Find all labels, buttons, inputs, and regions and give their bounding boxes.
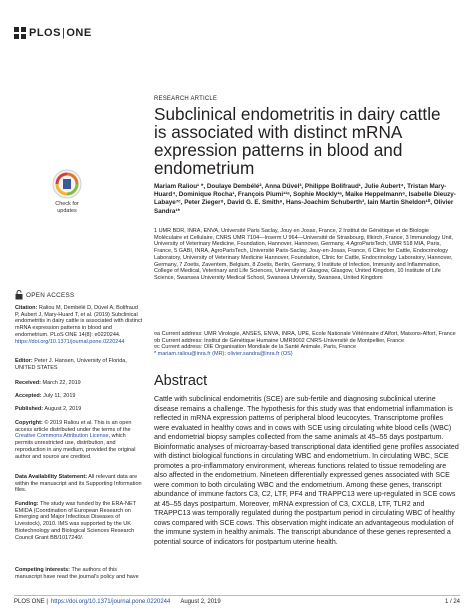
page-footer [14, 599, 460, 605]
accepted-block [15, 393, 143, 400]
current-addresses [154, 331, 458, 358]
check-updates-line1: Check for [55, 201, 79, 207]
published-label: Published: [15, 406, 44, 412]
footer-journal: PLOS ONE | [14, 599, 48, 605]
check-updates-line2: updates [57, 207, 77, 214]
footer-page-number: 1 / 24 [444, 599, 460, 605]
received-label: Received: [15, 380, 41, 386]
citation-text: Raliou M, Dembélé D, Düvel A, Bolifraud P, Aubert J, Mary-Huard T, et al. (2019) Subclinical endometritis in dairy cattle is associated with distinct mRNA expression patterns in blood and endometrium. PLoS ONE 14(8): e0220244. [15, 305, 143, 338]
footer-doi-link[interactable]: https://doi.org/10.1371/journal.pone.0220244 [50, 599, 171, 605]
funding-label: Funding: [15, 501, 39, 507]
citation-doi-link[interactable]: https://doi.org/10.1371/journal.pone.0220244 [15, 338, 125, 345]
editor-label: Editor: [15, 358, 33, 364]
competing-interests-text: The authors of this manuscript have read the journal's policy and have [15, 567, 139, 580]
footer-divider [14, 595, 460, 596]
article-type: RESEARCH ARTICLE [154, 96, 218, 102]
received-text: March 22, 2019 [41, 380, 81, 386]
note-1: ¤a Current address: UMR Virologie, ANSES, ENVA, INRA, UPE, Ecole Nationale Vétérinaire d'Alfort, Maisons-Alfort, France [154, 331, 456, 337]
competing-interests-label: Competing interests: [15, 567, 71, 573]
logo-bar: | [61, 27, 66, 39]
accepted-label: Accepted: [15, 393, 42, 399]
author-list: Mariam Raliou⁠¹ ⁠*, Doulaye Dembélé⁠², Anna Düvel³, Philippe Bolifraud¹, Julie Aubert⁴, Tristan Mary-Huard⁴, Dominique Rocha¹, François Piumi¹¹ᵃ, Sophie Mockly¹ᵃ, Maike Heppelmann⁶, Isabelle Dieuzy-Labaye⁷ᶜ, Peter Zieger⁸, David G. E. Smith⁹, Hans-Joachim Schuberth³, Iain Martin Sheldon¹⁰, Olivier Sandra¹* [154, 183, 456, 215]
open-lock-icon [15, 290, 23, 300]
published-block [15, 406, 143, 413]
accepted-text: July 11, 2019 [41, 393, 76, 399]
note-2: ¤b Current address: Institut de Génétique Humaine UMR9002 CNRS-Université de Montpellier, France [154, 337, 405, 344]
citation-label: Citation: [15, 305, 38, 311]
copyright-text-end: , which permits unrestricted use, distribution, and reproduction in any medium, provided the original author and source are credited. [15, 433, 136, 460]
check-updates-icon [52, 169, 82, 199]
received-block [15, 380, 143, 387]
data-availability-text: All relevant data are within the manuscript and its Supporting Information files. [15, 474, 142, 494]
competing-interests-block [15, 567, 143, 580]
footer-date: August 2, 2019 [180, 599, 221, 605]
cc-license-link[interactable]: Creative Commons Attribution License [15, 433, 109, 440]
check-for-updates-badge[interactable] [39, 169, 95, 214]
logo-one: ONE [66, 27, 92, 39]
logo-text [29, 27, 92, 39]
article-title: Subclinical endometritis in dairy cattle is associated with distinct mRNA expression patterns in blood and endometrium [154, 104, 441, 178]
logo-plos: PLOS [29, 27, 61, 39]
abstract-text: Cattle with subclinical endometritis (SCE) are sub-fertile and diagnosing subclinical uterine disease remains a challenge. The hypothesis for this study was that endometrial inflammation is reflected in mRNA expression patterns of peripheral blood leucocytes. Transcriptome profiles were evaluated in healthy cows and in cows with SCE using circulating white blood cells (WBC) and endometrial biopsy samples collected from the same animals at 45–55 days postpartum. Bioinformatic analyses of microarray-based transcriptional data identified gene profiles associated with distinct biological functions in circulating WBC and endometrium. In circulating WBC, SCE promotes a pro-inflammatory environment, whereas functions related to tissue remodeling are also affected in the endometrium. Nineteen differentially expressed genes associated with SCE were common to both circulating WBC and the endometrium. Among these genes, transcript abundance of immune factors C3, C2, LTF, PF4 and TRAPPC13 were up-regulated in SCE cows at 45–55 days postpartum. Moreover, mRNA expression of C3, CXCL8, LTF, TLR2 and TRAPPC13 was temporally regulated during the postpartum period in circulating WBC of healthy cows compared with SCE cows. This observation might indicate an advantageous modulation of the immune system in healthy animals. The transcript abundance of these genes represented a potential source of indicators for postpartum uterine health. [154, 396, 459, 546]
open-access-label: OPEN ACCESS [26, 291, 75, 299]
editor-block [15, 358, 143, 371]
copyright-label: Copyright: [15, 420, 43, 426]
funding-text: The study was funded by the ERA-NET EMIDA (Coordination of European Research on Emerging and Major Infectious Diseases of Livestock), 2010. IMS was supported by the UK Biotechnology and Biological Sciences Research Council Grant BB/1017240/. [15, 501, 136, 541]
check-updates-label [39, 201, 95, 214]
copyright-block [15, 420, 143, 460]
affiliations: 1 UMR BDR, INRA, ENVA, Université Paris Saclay, Jouy en Josas, France, 2 Institut de Génétique et de Biologie Moléculaire et Cellulaire, CNRS UMR 7104—Inserm U 964—Université de Strasbourg, Illkirch, France, 3 Immunology Unit, University of Veterinary Medicine, Foundation, Hannover, Hannover, Germany, 4 AgroParisTech, UMR 518 MIA, Paris, France, 5 GABI, INRA, AgroParisTech, Université Paris-Saclay, Jouy-en-Josas, France, 6 Clinic for Cattle, Endocrinology Laboratory, University of Veterinary Medicine Hannover, Foundation, Clinic for Cattle, Endocrinology Laboratory, Hannover, Germany, 7 Zoetis, Zaventem, Belgium, 8 Zoetis, Berlin, Germany, 9 Institute of Infection, Immunity and Inflammation, College of Medical, Veterinary and Life Sciences, University of Glasgow, Glasgow, United Kingdom, 10 Institute of Life Science, Swansea University Medical School, Swansea University, Swansea, United Kingdom [154, 228, 453, 281]
published-text: August 2, 2019 [43, 406, 82, 412]
funding-block [15, 501, 143, 541]
data-availability-label: Data Availability Statement: [15, 474, 88, 480]
abstract-heading: Abstract [154, 373, 208, 389]
open-access-badge [15, 290, 74, 300]
plos-logo-icon [14, 27, 26, 39]
copyright-text: © 2019 Raliou et al. This is an open access article distributed under the terms of the [15, 420, 132, 433]
data-availability-block [15, 474, 143, 494]
plos-one-logo[interactable] [14, 26, 92, 40]
citation-block [15, 305, 143, 345]
correspondence-marker: * [154, 351, 158, 358]
editor-text: Peter J. Hansen, University of Florida, UNITED STATES [15, 358, 127, 371]
note-3: ¤c Current address: OIE Organisation Mondiale de la Santé Animale, Paris, France [154, 344, 357, 351]
correspondence-email-links[interactable]: mariam.raliou@inra.fr (MR); olivier.sandra@inra.fr (OS) [157, 351, 293, 358]
correspondence [154, 351, 458, 358]
